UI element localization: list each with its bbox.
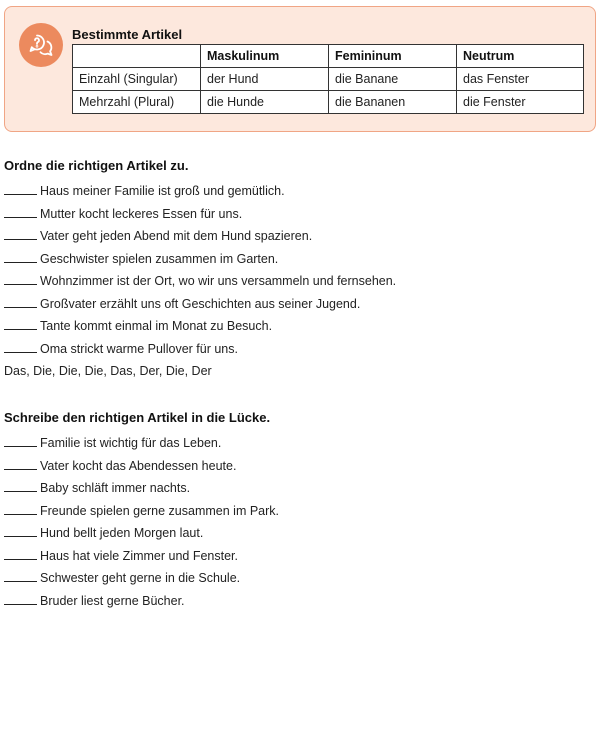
- list-item: [4, 270, 594, 293]
- list-item: [4, 225, 594, 248]
- item-text: Vater kocht das Abendessen heute.: [40, 458, 237, 473]
- table-cell: die Banane: [329, 68, 457, 91]
- table-cell: die Hunde: [201, 91, 329, 114]
- table-cell: die Bananen: [329, 91, 457, 114]
- answer-blank[interactable]: [4, 480, 37, 492]
- table-cell: Mehrzahl (Plural): [73, 91, 201, 114]
- exercise-1-list: [4, 180, 594, 360]
- list-item: [4, 180, 594, 203]
- list-item: [4, 338, 594, 361]
- answer-blank[interactable]: [4, 548, 37, 560]
- answer-blank[interactable]: [4, 341, 37, 353]
- list-item: [4, 315, 594, 338]
- table-cell: Einzahl (Singular): [73, 68, 201, 91]
- table-row: [73, 91, 584, 114]
- answer-blank[interactable]: [4, 503, 37, 515]
- exercise-2-list: [4, 432, 594, 612]
- table-row: [73, 68, 584, 91]
- item-text: Oma strickt warme Pullover für uns.: [40, 341, 238, 356]
- table-header: Neutrum: [457, 45, 584, 68]
- table-cell: der Hund: [201, 68, 329, 91]
- table-header-row: [73, 45, 584, 68]
- table-header: Femininum: [329, 45, 457, 68]
- info-box: [4, 6, 596, 132]
- table-cell: die Fenster: [457, 91, 584, 114]
- list-item: [4, 567, 594, 590]
- answer-blank[interactable]: [4, 570, 37, 582]
- box-title: Bestimmte Artikel: [72, 27, 183, 42]
- exercise-2-title: Schreibe den richtigen Artikel in die Lücke.: [4, 410, 271, 425]
- exercise-2: [4, 408, 594, 612]
- question-chat-icon: [19, 23, 63, 67]
- answer-blank[interactable]: [4, 593, 37, 605]
- list-item: [4, 293, 594, 316]
- list-item: [4, 522, 594, 545]
- answer-blank[interactable]: [4, 251, 37, 263]
- answer-blank[interactable]: [4, 206, 37, 218]
- answer-blank[interactable]: [4, 273, 37, 285]
- item-text: Familie ist wichtig für das Leben.: [40, 436, 222, 450]
- answer-blank[interactable]: [4, 458, 37, 470]
- list-item: [4, 455, 594, 478]
- item-text: Bruder liest gerne Bücher.: [40, 593, 185, 608]
- exercise-1: [4, 156, 594, 383]
- item-text: Hund bellt jeden Morgen laut.: [40, 526, 204, 540]
- item-text: Schwester geht gerne in die Schule.: [40, 571, 241, 585]
- answer-blank[interactable]: [4, 525, 37, 537]
- item-text: Geschwister spielen zusammen im Garten.: [40, 251, 279, 266]
- list-item: [4, 203, 594, 226]
- item-text: Mutter kocht leckeres Essen für uns.: [40, 206, 243, 221]
- article-table: [72, 44, 584, 114]
- list-item: [4, 477, 594, 500]
- item-text: Tante kommt einmal im Monat zu Besuch.: [40, 319, 273, 333]
- table-header: Maskulinum: [201, 45, 329, 68]
- item-text: Haus meiner Familie ist groß und gemütlich.: [40, 184, 285, 198]
- exercise-1-title: Ordne die richtigen Artikel zu.: [4, 158, 189, 173]
- answer-blank[interactable]: [4, 296, 37, 308]
- item-text: Haus hat viele Zimmer und Fenster.: [40, 548, 238, 563]
- list-item: [4, 500, 594, 523]
- list-item: [4, 432, 594, 455]
- table-header: [73, 45, 201, 68]
- list-item: [4, 590, 594, 613]
- item-text: Freunde spielen gerne zusammen im Park.: [40, 503, 280, 518]
- answer-blank[interactable]: [4, 435, 37, 447]
- answer-blank[interactable]: [4, 318, 37, 330]
- item-text: Wohnzimmer ist der Ort, wo wir uns versammeln und fernsehen.: [40, 274, 397, 288]
- table-cell: das Fenster: [457, 68, 584, 91]
- list-item: [4, 248, 594, 271]
- word-bank: Das, Die, Die, Die, Das, Der, Die, Der: [4, 364, 212, 378]
- item-text: Vater geht jeden Abend mit dem Hund spazieren.: [40, 229, 313, 243]
- item-text: Baby schläft immer nachts.: [40, 481, 191, 495]
- answer-blank[interactable]: [4, 183, 37, 195]
- list-item: [4, 545, 594, 568]
- item-text: Großvater erzählt uns oft Geschichten aus seiner Jugend.: [40, 296, 361, 311]
- answer-blank[interactable]: [4, 228, 37, 240]
